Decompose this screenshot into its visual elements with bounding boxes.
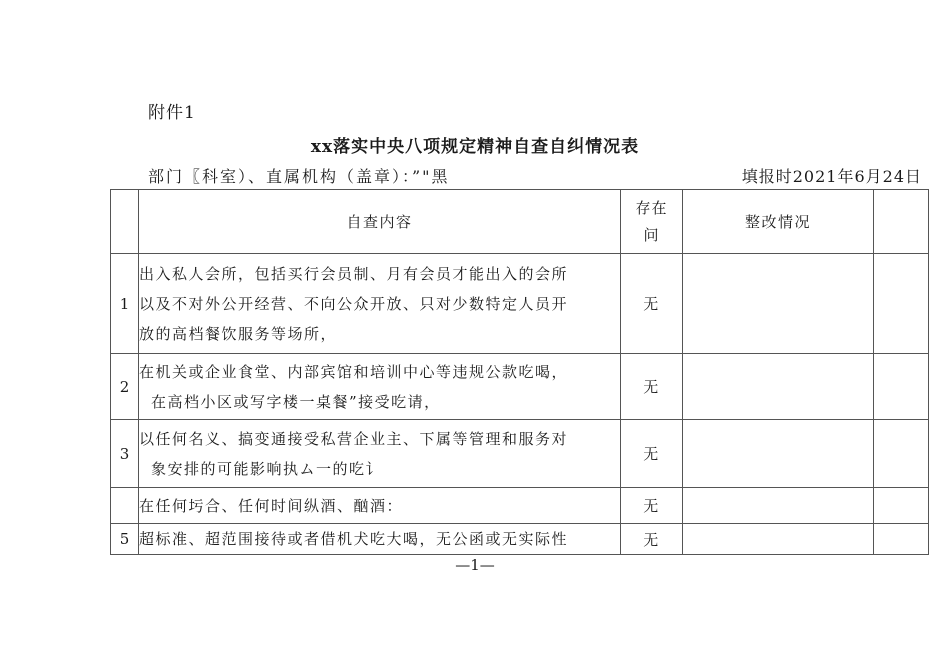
header-exist bbox=[621, 190, 683, 254]
row-number bbox=[111, 488, 139, 524]
row-extra bbox=[874, 524, 929, 555]
row-extra bbox=[874, 354, 929, 420]
department-line: 部门〖科室）、直属机构（盖章）：”"黑 bbox=[148, 167, 450, 186]
row-exist: 无 bbox=[621, 488, 683, 524]
row-exist: 无 bbox=[621, 420, 683, 488]
page-number: —1— bbox=[455, 556, 495, 574]
header-content: 自查内容 bbox=[139, 190, 621, 254]
row-fix bbox=[683, 488, 874, 524]
row-content bbox=[139, 420, 621, 488]
table-row bbox=[111, 524, 929, 555]
attachment-label: 附件1 bbox=[148, 103, 196, 123]
row-number: 5 bbox=[111, 524, 139, 555]
document-title: xx落实中央八项规定精神自查自纠情况表 bbox=[310, 137, 640, 157]
row-content-line: 在任何圬合、任何时间纵酒、酗酒： bbox=[139, 496, 404, 515]
row-exist: 无 bbox=[621, 254, 683, 354]
row-content bbox=[139, 488, 621, 524]
self-check-table bbox=[110, 189, 929, 555]
fill-date: 填报时2021年6月24日 bbox=[741, 167, 922, 186]
row-content-line: 在机关或企业食堂、内部宾馆和培训中心等违规公款吃喝， bbox=[139, 362, 569, 381]
row-content bbox=[139, 354, 621, 420]
row-content-line: 在高档小区或写字楼一桌餐”接受吃请， bbox=[151, 392, 441, 411]
row-number: 1 bbox=[111, 254, 139, 354]
table-row bbox=[111, 488, 929, 524]
header-exist-line-1: 存在 bbox=[635, 198, 668, 217]
row-fix bbox=[683, 354, 874, 420]
row-content-line: 放的高档餐饮服务等场所， bbox=[139, 324, 338, 343]
header-extra-cell bbox=[874, 190, 929, 254]
row-fix bbox=[683, 420, 874, 488]
table-row bbox=[111, 354, 929, 420]
header-exist-line-2: 问 bbox=[643, 225, 660, 244]
row-content-line: 超标准、超范围接待或者借机犬吃大喝，无公函或无实际性 bbox=[139, 530, 569, 548]
table-row bbox=[111, 254, 929, 354]
row-content bbox=[139, 524, 621, 555]
table-header-row bbox=[111, 190, 929, 254]
row-number: 3 bbox=[111, 420, 139, 488]
row-exist: 无 bbox=[621, 524, 683, 555]
row-extra bbox=[874, 420, 929, 488]
row-content-line: 以及不对外公开经营、不向公众开放、只对少数特定人员开 bbox=[139, 294, 569, 313]
row-content-line: 象安排的可能影响执ム一的吃讠 bbox=[151, 459, 383, 478]
row-fix bbox=[683, 524, 874, 555]
row-exist: 无 bbox=[621, 354, 683, 420]
header-num-cell bbox=[111, 190, 139, 254]
row-content bbox=[139, 254, 621, 354]
table-row bbox=[111, 420, 929, 488]
row-number: 2 bbox=[111, 354, 139, 420]
header-fix: 整改情况 bbox=[683, 190, 874, 254]
row-fix bbox=[683, 254, 874, 354]
row-content-line: 出入私人会所，包括买行会员制、月有会员才能出入的会所 bbox=[139, 264, 569, 283]
row-content-line: 以任何名义、搞变通接受私营企业主、下属等管理和服务对 bbox=[139, 429, 569, 448]
row-extra bbox=[874, 488, 929, 524]
row-extra bbox=[874, 254, 929, 354]
